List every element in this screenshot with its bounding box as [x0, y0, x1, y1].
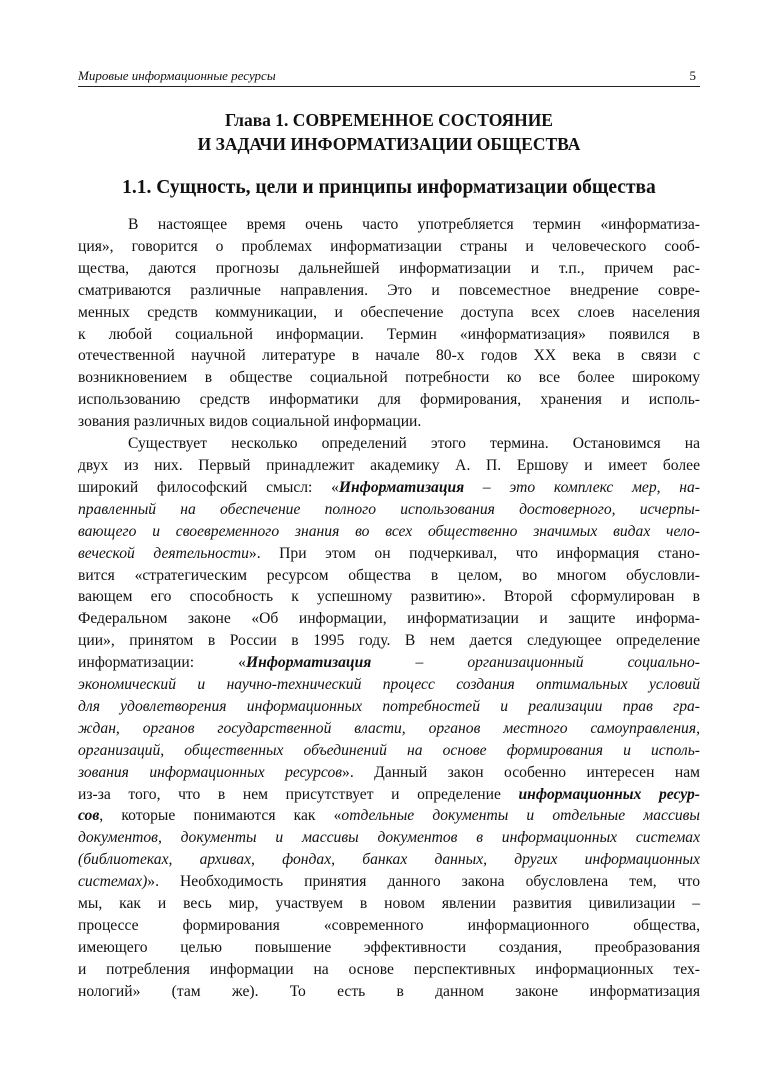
text-line: нологий» (там же). То есть в данном законе информатизация	[78, 982, 700, 1000]
text-line: отечественной научной литературе в начале 80-х годов XX века в связи с	[78, 347, 700, 365]
text-line: двух из них. Первый принадлежит академику А. П. Ершову и имеет более	[78, 456, 700, 474]
defined-term: сов	[78, 807, 100, 825]
text-line	[78, 784, 700, 806]
text-line: вающем его способность к успешному развитию». Второй сформулирован в	[78, 588, 700, 606]
text-run: ». Данный закон особенно интересен нам	[342, 763, 700, 781]
chapter-heading	[78, 108, 700, 156]
text-run: ». При этом он подчеркивал, что информация стано-	[248, 544, 700, 562]
text-line: вится «стратегическим ресурсом общества в целом, во многом обусловли-	[78, 566, 700, 584]
text-line: Существует несколько определений этого термина. Остановимся на	[128, 435, 700, 453]
text-line: ждан, органов государственной власти, органов местного самоуправления,	[78, 719, 700, 737]
text-line: для удовлетворения информационных потребностей и реализации прав гра-	[78, 697, 700, 715]
italic-run: системах)	[78, 873, 148, 891]
italic-run: – организационный социально-	[371, 654, 700, 672]
text-line: возникновением в обществе социальной потребности ко все более широкому	[78, 369, 700, 387]
defined-term: Информатизация	[245, 654, 372, 672]
text-line: вающего и своевременного знания во всех общественно значимых видах чело-	[78, 522, 700, 540]
text-line: Федеральном законе «Об информации, информатизации и защите информа-	[78, 610, 700, 628]
text-line: правленный на обеспечение полного использования достоверного, исчерпы-	[78, 500, 700, 518]
italic-run: зования информационных ресурсов	[78, 763, 343, 781]
text-line	[78, 805, 700, 827]
text-line: к любой социальной информации. Термин «информатизация» появился в	[78, 325, 700, 343]
text-line: процессе формирования «современного информационного общества,	[78, 917, 700, 934]
defined-term: информационных ресур-	[518, 785, 700, 803]
running-title: Мировые информационные ресурсы	[78, 68, 276, 83]
chapter-heading-line: Глава 1. СОВРЕМЕННОЕ СОСТОЯНИЕ	[225, 110, 553, 130]
text-run: из-за того, что в нем присутствует и определение	[78, 785, 519, 803]
page-number: 5	[689, 68, 696, 83]
text-line: сматриваются различные направления. Это и повсеместное внедрение совре-	[78, 281, 700, 299]
text-line	[78, 762, 700, 784]
text-line: документов, документы и массивы документов в информационных системах	[78, 829, 700, 847]
italic-run: веческой деятельности	[78, 544, 249, 562]
text-line: менных средств коммуникации, и обеспечение доступа всех слоев населения	[78, 303, 700, 321]
text-line: ция», говорится о проблемах информатизации страны и человеческого сооб-	[78, 237, 700, 255]
text-line: и потребления информации на основе перспективных информационных тех-	[78, 960, 700, 978]
text-line	[78, 543, 700, 565]
paragraph-1	[78, 214, 700, 433]
text-line: зования различных видов социальной информации.	[78, 413, 422, 431]
italic-run: – это комплекс мер, на-	[464, 478, 700, 496]
text-line: экономический и научно-технический процесс создания оптимальных условий	[78, 676, 700, 694]
text-line: ции», принятом в России в 1995 году. В нем дается следующее определение	[78, 632, 700, 650]
chapter-heading-line: И ЗАДАЧИ ИНФОРМАТИЗАЦИИ ОБЩЕСТВА	[197, 134, 581, 154]
text-run: , которые понимаются как «	[99, 807, 342, 825]
body-text	[78, 214, 700, 1003]
text-run: широкий философский смысл: «	[78, 478, 339, 496]
text-line: использованию средств информатики для формирования, хранения и исполь-	[78, 391, 700, 409]
text-line: В настоящее время очень часто употребляется термин «информатиза-	[128, 216, 700, 233]
text-line: мы, как и весь мир, участвуем в новом явлении развития цивилизации –	[78, 895, 700, 913]
text-run: информатизации: «	[78, 654, 246, 672]
running-header	[78, 68, 700, 87]
text-line	[78, 477, 700, 499]
text-line	[78, 871, 700, 893]
text-line: щества, даются прогнозы дальнейшей информатизации и т.п., причем рас-	[78, 259, 700, 277]
italic-run: отдельные документы и отдельные массивы	[341, 807, 700, 825]
text-run: ». Необходимость принятия данного закона обусловлена тем, что	[147, 873, 700, 891]
text-line	[78, 652, 700, 674]
text-line: имеющего целью повышение эффективности создания, преобразования	[78, 938, 700, 956]
text-line: (библиотеках, архивах, фондах, банках данных, других информационных	[78, 851, 700, 869]
paragraph-2	[78, 433, 700, 1003]
defined-term: Информатизация	[338, 478, 465, 496]
text-line: организаций, общественных объединений на основе формирования и исполь-	[78, 741, 700, 759]
section-heading: 1.1. Сущность, цели и принципы информатизации общества	[122, 177, 656, 198]
